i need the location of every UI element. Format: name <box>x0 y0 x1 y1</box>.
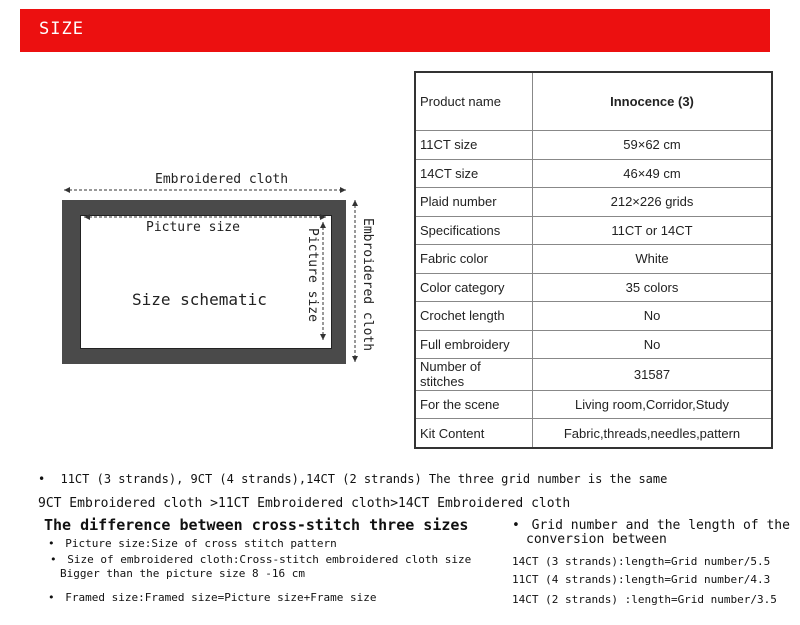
conversion-title <box>512 518 790 533</box>
spec-value: 35 colors <box>533 273 773 302</box>
spec-key: 14CT size <box>415 159 533 188</box>
spec-value: No <box>533 330 773 359</box>
table-row <box>415 359 772 391</box>
table-row <box>415 419 772 448</box>
spec-value: 11CT or 14CT <box>533 216 773 245</box>
spec-value: No <box>533 302 773 331</box>
strands-text: 11CT (3 strands), 9CT (4 strands),14CT (2 strands) The three grid number is the same <box>60 472 668 486</box>
spec-key: Full embroidery <box>415 330 533 359</box>
spec-key: Specifications <box>415 216 533 245</box>
spec-key: Kit Content <box>415 419 533 448</box>
table-row <box>415 131 772 160</box>
picture-size-text: Picture size:Size of cross stitch pattern <box>65 537 337 550</box>
conversion-title-2: conversion between <box>526 532 667 547</box>
spec-key: 11CT size <box>415 131 533 160</box>
embroidered-cloth-vertical-label: Embroidered cloth <box>360 218 375 352</box>
framed-size-text: Framed size:Framed size=Picture size+Frame size <box>65 591 377 604</box>
picture-size-note <box>48 537 337 550</box>
spec-key: For the scene <box>415 390 533 419</box>
embroidered-size-text-1: Size of embroidered cloth:Cross-stitch embroidered cloth size <box>67 553 472 566</box>
table-row <box>415 330 772 359</box>
spec-value: Fabric,threads,needles,pattern <box>533 419 773 448</box>
table-row <box>415 159 772 188</box>
spec-value: 59×62 cm <box>533 131 773 160</box>
inner-dimension-lines <box>0 0 400 400</box>
spec-value: White <box>533 245 773 274</box>
bullet-icon: • <box>48 537 55 550</box>
spec-value: Living room,Corridor,Study <box>533 390 773 419</box>
strands-note <box>38 472 667 486</box>
conversion-14ct-2: 14CT (2 strands) :length=Grid number/3.5 <box>512 593 777 606</box>
table-row <box>415 188 772 217</box>
spec-table <box>414 71 773 449</box>
spec-key: Color category <box>415 273 533 302</box>
table-header-row <box>415 72 772 131</box>
conversion-14ct-3: 14CT (3 strands):length=Grid number/5.5 <box>512 555 771 568</box>
size-schematic-label: Size schematic <box>132 290 267 309</box>
conversion-title-1: Grid number and the length of the <box>531 518 790 533</box>
picture-size-vertical-label: Picture size <box>305 228 320 322</box>
header-key: Product name <box>415 72 533 131</box>
spec-value: 212×226 grids <box>533 188 773 217</box>
embroidered-size-text-2: Bigger than the picture size 8 -16 cm <box>60 567 306 580</box>
conversion-11ct-4: 11CT (4 strands):length=Grid number/4.3 <box>512 573 771 586</box>
table-row <box>415 245 772 274</box>
bullet-icon: • <box>512 518 520 533</box>
spec-value: 46×49 cm <box>533 159 773 188</box>
framed-size-note <box>48 591 377 604</box>
picture-size-label: Picture size <box>146 220 240 235</box>
spec-key: Fabric color <box>415 245 533 274</box>
bullet-icon: • <box>48 591 55 604</box>
embroidered-cloth-label: Embroidered cloth <box>155 172 289 187</box>
spec-value: 31587 <box>533 359 773 391</box>
embroidered-size-note <box>50 553 471 566</box>
order-note: 9CT Embroidered cloth >11CT Embroidered cloth>14CT Embroidered cloth <box>38 496 571 511</box>
banner-title: SIZE <box>39 19 84 39</box>
difference-title: The difference between cross-stitch three sizes <box>44 516 469 534</box>
table-row <box>415 390 772 419</box>
header-value: Innocence (3) <box>533 72 773 131</box>
table-row <box>415 302 772 331</box>
bullet-icon: • <box>50 553 57 566</box>
table-row <box>415 273 772 302</box>
spec-key: Crochet length <box>415 302 533 331</box>
spec-key: Number of stitches <box>415 359 533 391</box>
spec-key: Plaid number <box>415 188 533 217</box>
table-row <box>415 216 772 245</box>
bullet-icon: • <box>38 472 46 486</box>
